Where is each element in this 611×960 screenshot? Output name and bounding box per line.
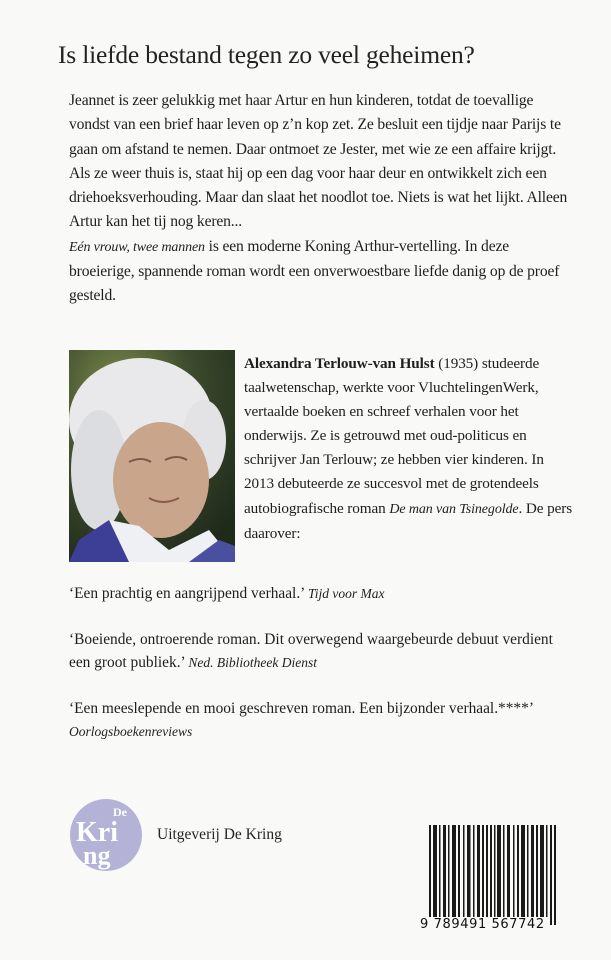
- publisher-logo-icon: [69, 798, 143, 872]
- author-bio-text-1: studeerde taalwetenschap, werkte voor VluchtelingenWerk, vertaalde boeken en schreef verhalen voor het onderwijs. Ze is getrouwd met oud-politicus en schrijver Jan Terlouw; ze hebben vier kinderen. In 2013 debuteerde ze succesvol met de grotendeels autobiografische roman: [244, 355, 544, 517]
- blurb: [69, 89, 569, 309]
- quote-text: ‘Een meeslepende en mooi geschreven roman. Een bijzonder verhaal.****’: [69, 699, 533, 717]
- author-birth-year: (1935): [434, 355, 479, 372]
- press-quotes: [69, 582, 569, 766]
- author-photo: [69, 350, 235, 562]
- svg-text:De: De: [113, 805, 127, 819]
- quote: [69, 582, 569, 606]
- headline: Is liefde bestand tegen zo veel geheimen?: [58, 40, 475, 69]
- quote-source: Ned. Bibliotheek Dienst: [188, 655, 317, 671]
- quote-text: ‘Een prachtig en aangrijpend verhaal.’: [69, 585, 309, 602]
- author-bio-text-2: . De pers daarover:: [244, 499, 573, 542]
- quote-source: Tijd voor Max: [308, 586, 385, 601]
- quote-text: ‘Boeiende, ontroerende roman. Dit overwegend waargebeurde debuut verdient een groot publiek.’: [69, 630, 553, 672]
- book-title: Eén vrouw, twee mannen: [69, 239, 205, 255]
- isbn-number: 9 789491 567742: [420, 917, 545, 932]
- blurb-paragraph-1: Jeannet is zeer gelukkig met haar Artur en hun kinderen, totdat de toevallige vondst van een brief haar leven op z’n kop zet. Ze besluit een tijdje naar Parijs te gaan om afstand te nemen. Daar ontmoet ze Jester, met wie ze een affaire krijgt. Als ze weer thuis is, staat hij op een dag voor haar deur en ontwikkelt zich een driehoeksverhouding. Maar dan slaat het noodlot toe. Niets is wat het lijkt. Alleen Artur kan het tij nog keren...: [69, 92, 568, 231]
- svg-text:Kri: Kri: [76, 817, 118, 848]
- author-bio: [244, 352, 574, 546]
- quote: [69, 697, 569, 744]
- author-name: Alexandra Terlouw-van Hulst: [244, 355, 435, 372]
- debut-title: De man van Tsinegolde: [389, 501, 519, 517]
- quote-source: Oorlogsboekenreviews: [69, 724, 193, 740]
- publisher: [69, 798, 282, 872]
- blurb-paragraph-2-text: is een moderne Koning Arthur-vertelling. In deze broeierige, spannende roman wordt een onverwoestbare liefde danig op de proef gesteld.: [69, 237, 560, 305]
- barcode-icon: [427, 825, 558, 929]
- quote: [69, 628, 569, 675]
- svg-text:ng: ng: [83, 841, 111, 870]
- publisher-name: Uitgeverij De Kring: [157, 826, 282, 843]
- blurb-paragraph-2: [69, 235, 569, 309]
